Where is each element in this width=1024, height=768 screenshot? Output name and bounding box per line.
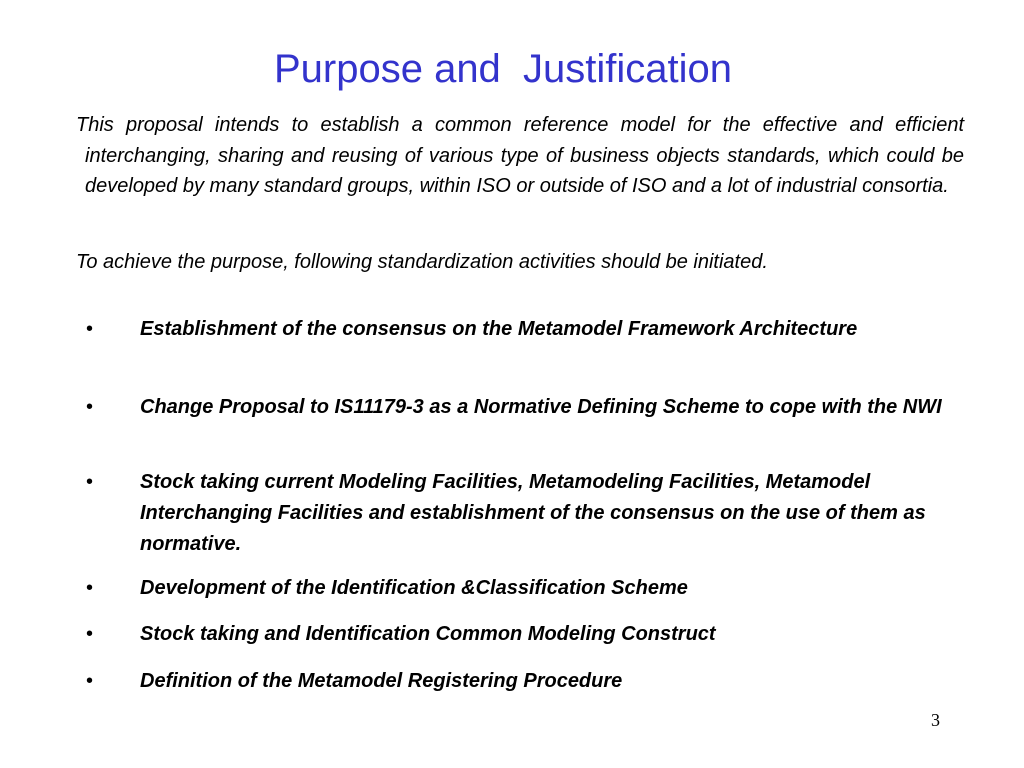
list-item-text: Stock taking and Identification Common Modeling Construct — [140, 623, 716, 645]
list-item-text: Establishment of the consensus on the Metamodel Framework Architecture — [140, 318, 858, 340]
list-item-text: Stock taking current Modeling Facilities, Metamodeling Facilities, Metamodel Interchanging Facilities and establishment of the consensus on the use of them as normative. — [140, 471, 926, 555]
bullet-icon: • — [86, 396, 94, 418]
bullet-icon: • — [86, 623, 94, 645]
list-item-text: Definition of the Metamodel Registering Procedure — [140, 670, 623, 692]
bullet-icon: • — [86, 670, 94, 692]
bullet-icon: • — [86, 471, 94, 493]
bullet-icon: • — [86, 318, 94, 340]
page-number: 3 — [931, 710, 940, 730]
purpose-statement: To achieve the purpose, following standardization activities should be initiated. — [76, 251, 768, 273]
bullet-icon: • — [86, 577, 94, 599]
list-item-text: Change Proposal to IS11179-3 as a Normative Defining Scheme to cope with the NWI — [140, 396, 942, 418]
slide-title: Purpose and Justification — [273, 47, 733, 91]
intro-paragraph: This proposal intends to establish a common reference model for the effective and efficient interchanging, sharing and reusing of various type of business objects standards, which could be developed by many standard groups, within ISO or outside of ISO and a lot of industrial consortia. — [76, 114, 964, 197]
list-item-text: Development of the Identification &Classification Scheme — [140, 577, 688, 599]
